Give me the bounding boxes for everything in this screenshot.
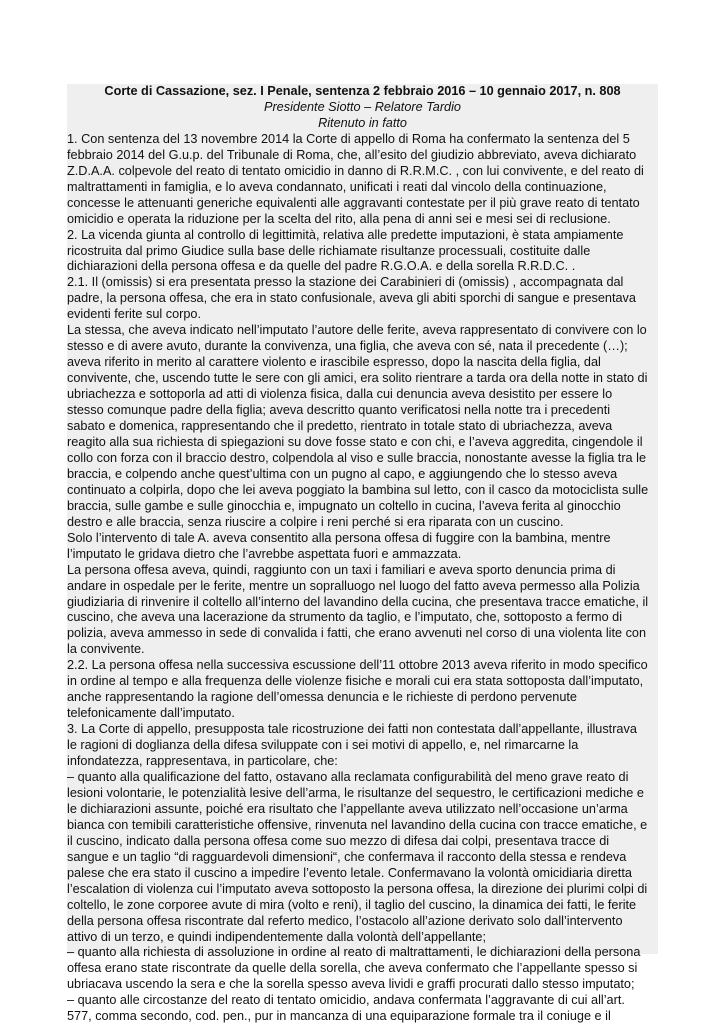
body-line: 2. La vicenda giunta al controllo di legittimità, relativa alle predette imputazioni, è stata ampiamente [67, 227, 624, 242]
body-line: La persona offesa aveva, quindi, raggiunto con un taxi i familiari e aveva sporto denuncia prima di [67, 562, 616, 577]
body-line: 1. Con sentenza del 13 novembre 2014 la Corte di appello di Roma ha confermato la sentenza del 5 [67, 131, 630, 146]
body-line: Z.D.A.A. colpevole del reato di tentato omicidio in danno di R.R.M.C. , con lui convivente, e del reato di [67, 163, 644, 178]
body-line: maltrattamenti in famiglia, e lo aveva condannato, unificati i reati dal vincolo della continuazione, [67, 179, 607, 194]
body-line: cuscino, che aveva una lacerazione da strumento da taglio, e l’imputato, che, sottoposto a fermo di [67, 610, 623, 625]
body-line: bianca con temibili caratteristiche offensive, rinvenuta nel lavandino della cucina con tracce ematiche, e [67, 817, 648, 832]
body-line: della persona offesa riscontrate dal referto medico, l’ostacolo all’azione derivato solo dall’intervento [67, 913, 623, 928]
body-line: dichiarazioni della persona offesa e da quelle del padre R.G.O.A. e della sorella R.R.D.C. . [67, 259, 576, 274]
body-line: concesse le attenuanti generiche equivalenti alle aggravanti contestate per il più grave reato di tentato [67, 195, 640, 210]
body-line: le dichiarazioni assunte, poiché era risultato che l’appellante aveva utilizzato nell’occasione un’arma [67, 801, 628, 816]
body-line: 2.1. Il (omissis) si era presentata presso la stazione dei Carabinieri di (omissis) , accompagnata dal [67, 275, 624, 290]
body-line: collo con forza con il braccio destro, colpendola al viso e sulle braccia, nonostante avesse la figlia tra le [67, 450, 647, 465]
body-line: – quanto alle circostanze del reato di tentato omicidio, andava confermata l’aggravante di cui all’art. [67, 993, 625, 1008]
document-body [67, 132, 658, 1025]
body-line: sabato e domenica, rappresentando che il predetto, rientrato in totale stato di ubriachezza, aveva [67, 419, 613, 434]
body-line: stesso comunque padre della figlia; aveva descritto quanto verificatosi nella notte tra i precedenti [67, 403, 611, 418]
body-line: ubriachezza e sottoporla ad atti di violenza fisica, dalla cui denuncia aveva desistito per essere lo [67, 387, 613, 402]
body-line: – quanto alla qualificazione del fatto, ostavano alla reclamata configurabilità del meno grave reato di [67, 769, 629, 784]
body-line: evidenti ferite sul corpo. [67, 307, 201, 322]
body-line: coltello, le zone corporee avute di mira (volto e reni), il taglio del cuscino, la dinamica dei fatti, le ferite [67, 897, 637, 912]
body-line: continuato a colpirla, dopo che lei aveva poggiato la bambina sul letto, con il casco da motociclista sulle [67, 482, 649, 497]
section-heading: Ritenuto in fatto [318, 115, 407, 130]
body-line: andare in ospedale per le ferite, mentre un sopralluogo nel luogo del fatto aveva permesso alla Polizia [67, 578, 640, 593]
body-line: 577, comma secondo, cod. pen., pur in mancanza di una equiparazione formale tra il coniuge e il [67, 1009, 611, 1024]
body-line: destro e alle braccia, senza riuscire a colpire i reni perché si era riparata con un cuscino. [67, 514, 564, 529]
body-line: giudiziaria di rinvenire il coltello all’interno del lavandino della cucina, che presentava tracce ematiche, il [67, 594, 649, 609]
body-line: febbraio 2014 del G.u.p. del Tribunale di Roma, che, all’esito del giudizio abbreviato, aveva dichiarato [67, 147, 637, 162]
body-line: Solo l’intervento di tale A. aveva consentito alla persona offesa di fuggire con la bambina, mentre [67, 530, 611, 545]
body-line: convivente, che, uscendo tutte le sere con gli amici, era solito rientrare a tarda ora della notte in stato di [67, 371, 648, 386]
body-line: aveva riferito in merito al carattere violento e irascibile espresso, dopo la nascita della figlia, dal [67, 355, 601, 370]
body-line: il cuscino, indicato dalla persona offesa come suo mezzo di difesa dai colpi, presentava tracce di [67, 833, 610, 848]
body-line: attivo di un terzo, e quindi indipendentemente dalla volontà dell’appellante; [67, 929, 486, 944]
body-line: 2.2. La persona offesa nella successiva escussione dell’11 ottobre 2013 aveva riferito in modo specifico [67, 658, 648, 673]
document-text-block [67, 84, 658, 1024]
document-title: Corte di Cassazione, sez. I Penale, sentenza 2 febbraio 2016 – 10 gennaio 2017, n. 808 [104, 84, 621, 98]
body-line: l’imputato le gridava dietro che l’avrebbe aspettata fuori e ammazzata. [67, 546, 462, 561]
body-line: braccia, sulle gambe e sulle ginocchia e, impugnato un coltello in cucina, l’aveva ferita al ginocchio [67, 498, 621, 513]
body-line: in ordine al tempo e alla frequenza delle violenze fisiche e morali cui era stata sottoposta dall’imputato, [67, 674, 644, 689]
body-line: ricostruita dal primo Giudice sulla base delle richiamate risultanze processuali, costituite dalle [67, 243, 591, 258]
body-line: infondatezza, rappresentava, in particolare, che: [67, 754, 338, 769]
body-line: braccia, e colpendo anche quest’ultima con un pugno al capo, e aggiungendo che lo stesso aveva [67, 466, 618, 481]
body-line: l’escalation di violenza cui l’imputato aveva sottoposto la persona offesa, la direzione dei plurimi colpi di [67, 881, 648, 896]
body-line: 3. La Corte di appello, presupposta tale ricostruzione dei fatti non contestata dall’appellante, illustrava [67, 722, 637, 737]
body-line: La stessa, che aveva indicato nell’imputato l’autore delle ferite, aveva rappresentato di convivere con lo [67, 323, 647, 338]
body-line: palese che era stato il cuscino a impedire l’evento letale. Confermavano la volontà omicidiaria diretta [67, 865, 632, 880]
body-line: sangue e un taglio “di ragguardevoli dimensioni“, che confermava il racconto della stessa e rendeva [67, 849, 627, 864]
body-line: telefonicamente dall’imputato. [67, 706, 235, 721]
body-line: – quanto alla richiesta di assoluzione in ordine al reato di maltrattamenti, le dichiarazioni della persona [67, 945, 641, 960]
body-line: offesa erano state riscontrate da quelle della sorella, che aveva confermato che l’appellante spesso si [67, 961, 638, 976]
document-subtitle: Presidente Siotto – Relatore Tardio [263, 99, 461, 114]
body-line: anche rappresentando la ragione dell’omessa denuncia e le richieste di perdono pervenute [67, 690, 577, 705]
body-line: stesso e di avere avuto, durante la convivenza, una figlia, che aveva con sé, nata il precedente (…); [67, 339, 628, 354]
body-line: reagito alla sua richiesta di spiegazioni su dove fosse stato e con chi, e l’aveva aggredita, cingendole il [67, 434, 643, 449]
body-line: polizia, aveva ammesso in sede di convalida i fatti, che erano avvenuti nel corso di una violenta lite con [67, 626, 647, 641]
body-line: la convivente. [67, 642, 145, 657]
body-line: lesioni volontarie, le potenzialità lesive dell’arma, le risultanze del sequestro, le certificazioni mediche e [67, 785, 644, 800]
body-line: padre, la persona offesa, che era in stato confusionale, aveva gli abiti sporchi di sangue e presentava [67, 291, 636, 306]
body-line: le ragioni di doglianza della difesa sviluppate con i sei motivi di appello, e, nel rimarcarne la [67, 738, 579, 753]
body-line: omicidio e operata la riduzione per la scelta del rito, alla pena di anni sei e mesi sei di reclusione. [67, 211, 611, 226]
body-line: ubriacava uscendo la sera e che la sorella spesso aveva lividi e graffi procurati dallo stesso imputato; [67, 977, 635, 992]
